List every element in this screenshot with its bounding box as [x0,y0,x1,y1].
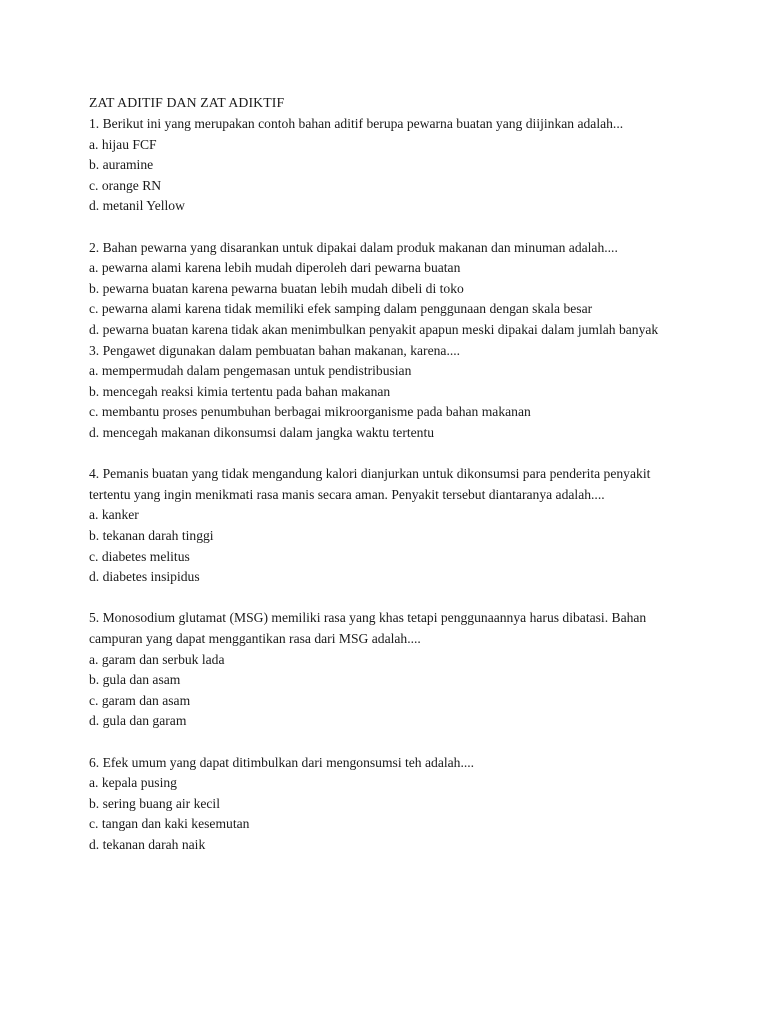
option-b: b. sering buang air kecil [89,795,220,811]
question-5 [89,608,689,732]
question-text: 6. Efek umum yang dapat ditimbulkan dari mengonsumsi teh adalah.... [89,754,475,770]
question-text: 4. Pemanis buatan yang tidak mengandung kalori dianjurkan untuk dikonsumsi para penderita penyakit tertentu yang ingin menikmati rasa manis secara aman. Penyakit tersebut diantaranya adalah.... [89,466,654,502]
option-d: d. metanil Yellow [89,198,185,214]
option-a: a. garam dan serbuk lada [89,651,225,667]
option-c: c. garam dan asam [89,692,191,708]
option-d: d. mencegah makanan dikonsumsi dalam jangka waktu tertentu [89,425,435,440]
option-d: d. pewarna buatan karena tidak akan menimbulkan penyakit apapun meski dipakai dalam jumlah banyak [89,322,659,338]
option-a: a. kanker [89,507,139,523]
question-4 [89,464,689,588]
option-c: c. pewarna alami karena tidak memiliki efek samping dalam penggunaan dengan skala besar [89,301,593,317]
option-a: a. kepala pusing [89,775,177,791]
option-c: c. orange RN [89,177,162,193]
option-b: b. pewarna buatan karena pewarna buatan lebih mudah dibeli di toko [89,280,464,296]
question-3 [89,341,689,444]
option-b: b. auramine [89,157,154,173]
option-d: d. gula dan garam [89,713,187,729]
document-content [89,93,689,855]
option-a: a. pewarna alami karena lebih mudah diperoleh dari pewarna buatan [89,260,461,276]
question-text: 1. Berikut ini yang merupakan contoh bahan aditif berupa pewarna buatan yang diijinkan adalah... [89,116,624,132]
option-b: b. gula dan asam [89,672,181,688]
spacer [89,732,689,753]
question-text: 2. Bahan pewarna yang disarankan untuk dipakai dalam produk makanan dan minuman adalah.... [89,239,618,255]
option-d: d. diabetes insipidus [89,569,200,585]
option-a: a. mempermudah dalam pengemasan untuk pendistribusian [89,363,412,379]
option-b: b. tekanan darah tinggi [89,527,214,543]
option-c: c. tangan dan kaki kesemutan [89,816,250,832]
option-d: d. tekanan darah naik [89,836,206,852]
question-6 [89,753,689,856]
option-b: b. mencegah reaksi kimia tertentu pada bahan makanan [89,383,391,399]
spacer [89,588,689,609]
spacer [89,444,689,465]
option-c: c. diabetes melitus [89,548,190,564]
question-text: 3. Pengawet digunakan dalam pembuatan bahan makanan, karena.... [89,342,461,358]
question-1 [89,114,689,217]
question-2 [89,238,689,341]
option-c: c. membantu proses penumbuhan berbagai mikroorganisme pada bahan makanan [89,404,531,420]
option-a: a. hijau FCF [89,136,157,152]
document-title: ZAT ADITIF DAN ZAT ADIKTIF [89,95,285,110]
question-text: 5. Monosodium glutamat (MSG) memiliki rasa yang khas tetapi penggunaannya harus dibatasi. Bahan campuran yang dapat menggantikan rasa dari MSG adalah.... [89,610,650,646]
spacer [89,217,689,238]
